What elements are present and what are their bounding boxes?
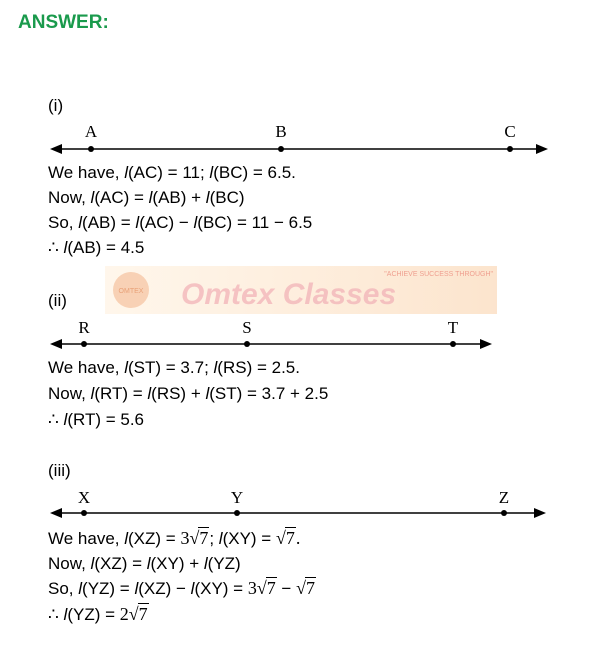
point-s <box>244 341 250 347</box>
point-x <box>81 510 87 516</box>
point-a-label: A <box>84 122 98 141</box>
watermark-banner <box>105 266 497 314</box>
arrow-right-icon <box>534 508 546 518</box>
part-iii-line-1: We have, l(XZ) = 3√7; l(XY) = √7. <box>48 528 301 548</box>
part-ii-label: (ii) <box>48 291 67 310</box>
part-i-line-1: We have, l(AC) = 11; l(BC) = 6.5. <box>48 163 296 182</box>
answer-heading: ANSWER: <box>18 12 109 33</box>
point-x-label: X <box>77 488 91 507</box>
number-line-i <box>0 118 600 160</box>
watermark-brand: Omtex Classes <box>181 278 397 311</box>
point-s-label: S <box>242 318 252 337</box>
arrow-left-icon <box>50 144 62 154</box>
part-ii-line-3: ∴ l(RT) = 5.6 <box>48 410 145 429</box>
point-z <box>501 510 507 516</box>
part-iii-line-4: ∴ l(YZ) = 2√7 <box>48 604 148 624</box>
arrow-right-icon <box>536 144 548 154</box>
point-c-label: C <box>504 122 516 141</box>
point-t-label: T <box>447 318 459 337</box>
watermark-tagline: "ACHIEVE SUCCESS THROUGH" <box>384 271 493 278</box>
point-c <box>507 146 513 152</box>
number-line-ii <box>0 314 600 356</box>
point-r-label: R <box>78 318 90 337</box>
part-i-line-2: Now, l(AC) = l(AB) + l(BC) <box>48 188 245 207</box>
point-t <box>450 341 456 347</box>
part-iii-label: (iii) <box>48 461 71 480</box>
part-ii-line-2: Now, l(RT) = l(RS) + l(ST) = 3.7 + 2.5 <box>48 384 329 403</box>
arrow-left-icon <box>50 508 62 518</box>
number-line-iii <box>0 484 600 526</box>
point-b <box>278 146 284 152</box>
part-iii-line-2: Now, l(XZ) = l(XY) + l(YZ) <box>48 554 241 573</box>
part-ii-line-1: We have, l(ST) = 3.7; l(RS) = 2.5. <box>48 358 300 377</box>
point-y <box>234 510 240 516</box>
watermark-small: OMTEX <box>118 288 144 295</box>
point-y-label: Y <box>230 488 244 507</box>
part-i-label: (i) <box>48 96 64 115</box>
arrow-right-icon <box>480 339 492 349</box>
part-i-line-3: So, l(AB) = l(AC) − l(BC) = 11 − 6.5 <box>48 213 313 232</box>
arrow-left-icon <box>50 339 62 349</box>
point-z-label: Z <box>498 488 510 507</box>
point-b-label: B <box>275 122 287 141</box>
part-i-line-4: ∴ l(AB) = 4.5 <box>48 238 145 257</box>
point-a <box>88 146 94 152</box>
part-iii-line-3: So, l(YZ) = l(XZ) − l(XY) = 3√7 − √7 <box>48 578 315 598</box>
point-r <box>81 341 87 347</box>
